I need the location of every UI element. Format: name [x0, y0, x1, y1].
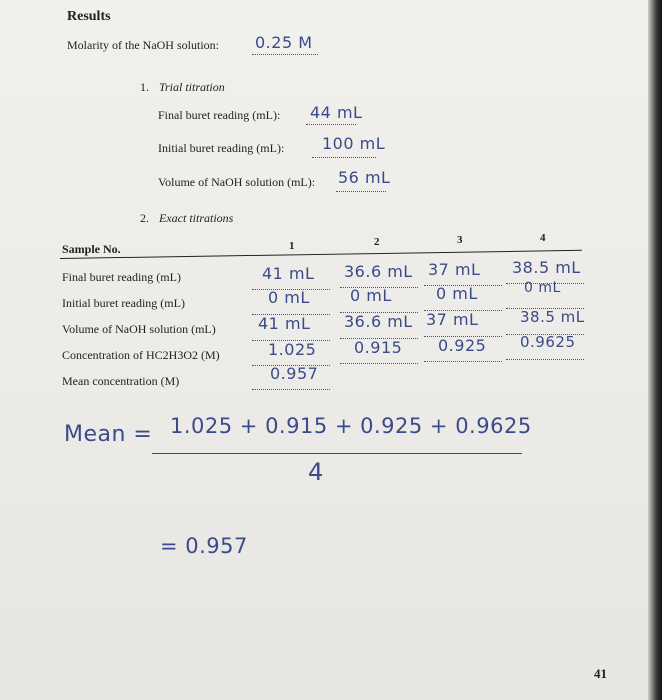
initial-value-1: 0 mL — [268, 288, 310, 307]
row-final-label: Final buret reading (mL) — [62, 270, 181, 284]
row-concentration-underline-3 — [424, 361, 502, 362]
trial-final-value: 44 mL — [310, 103, 363, 122]
mean-concentration-label: Mean concentration (M) — [62, 374, 180, 388]
work-denominator: 4 — [308, 458, 324, 486]
concentration-value-2: 0.915 — [354, 338, 403, 357]
work-result: = 0.957 — [160, 534, 248, 558]
final-value-4: 38.5 mL — [512, 258, 581, 277]
work-mean-prefix: Mean = — [64, 422, 153, 447]
volume-value-1: 41 mL — [258, 314, 311, 333]
mean-concentration-underline — [252, 389, 330, 390]
trial-initial-underline — [312, 157, 376, 158]
column-header-2: 2 — [374, 236, 380, 248]
trial-volume-label: Volume of NaOH solution (mL): — [158, 175, 316, 189]
volume-value-4: 38.5 mL — [520, 308, 585, 326]
trial-final-underline — [306, 124, 356, 125]
trial-title: Trial titration — [159, 80, 225, 94]
column-header-3: 3 — [457, 234, 463, 246]
exact-title: Exact titrations — [159, 211, 234, 225]
trial-volume-value: 56 mL — [338, 168, 391, 187]
molarity-underline — [252, 54, 318, 55]
sample-no-label: Sample No. — [62, 242, 121, 256]
initial-value-3: 0 mL — [436, 284, 478, 303]
molarity-label: Molarity of the NaOH solution: — [67, 38, 219, 52]
column-header-4: 4 — [540, 232, 546, 244]
results-heading: Results — [67, 9, 111, 24]
final-value-1: 41 mL — [262, 264, 315, 283]
concentration-value-3: 0.925 — [438, 336, 487, 355]
table-header-rule — [60, 250, 582, 259]
page-edge-shadow — [648, 0, 662, 700]
final-value-2: 36.6 mL — [344, 262, 413, 281]
row-initial-label: Initial buret reading (mL) — [62, 296, 185, 310]
trial-number: 1. — [140, 80, 149, 94]
volume-value-3: 37 mL — [426, 310, 479, 329]
mean-concentration-value: 0.957 — [270, 364, 319, 383]
row-concentration-label: Concentration of HC2H3O2 (M) — [62, 348, 220, 362]
volume-value-2: 36.6 mL — [344, 312, 413, 331]
initial-value-2: 0 mL — [350, 286, 392, 305]
trial-volume-underline — [336, 191, 386, 192]
molarity-value: 0.25 M — [255, 33, 313, 52]
trial-initial-label: Initial buret reading (mL): — [158, 141, 285, 155]
page-number: 41 — [594, 666, 607, 681]
trial-final-label: Final buret reading (mL): — [158, 108, 281, 122]
work-fraction-bar — [152, 453, 522, 454]
column-header-1: 1 — [289, 240, 295, 252]
row-concentration-underline-2 — [340, 363, 418, 364]
final-value-3: 37 mL — [428, 260, 481, 279]
row-concentration-underline-4 — [506, 359, 584, 360]
concentration-value-4: 0.9625 — [520, 333, 576, 351]
trial-initial-value: 100 mL — [322, 134, 386, 153]
work-numerator: 1.025 + 0.915 + 0.925 + 0.9625 — [170, 414, 532, 438]
exact-number: 2. — [140, 211, 149, 225]
initial-value-4: 0 mL — [524, 280, 561, 296]
row-volume-label: Volume of NaOH solution (mL) — [62, 322, 216, 336]
concentration-value-1: 1.025 — [268, 340, 317, 359]
